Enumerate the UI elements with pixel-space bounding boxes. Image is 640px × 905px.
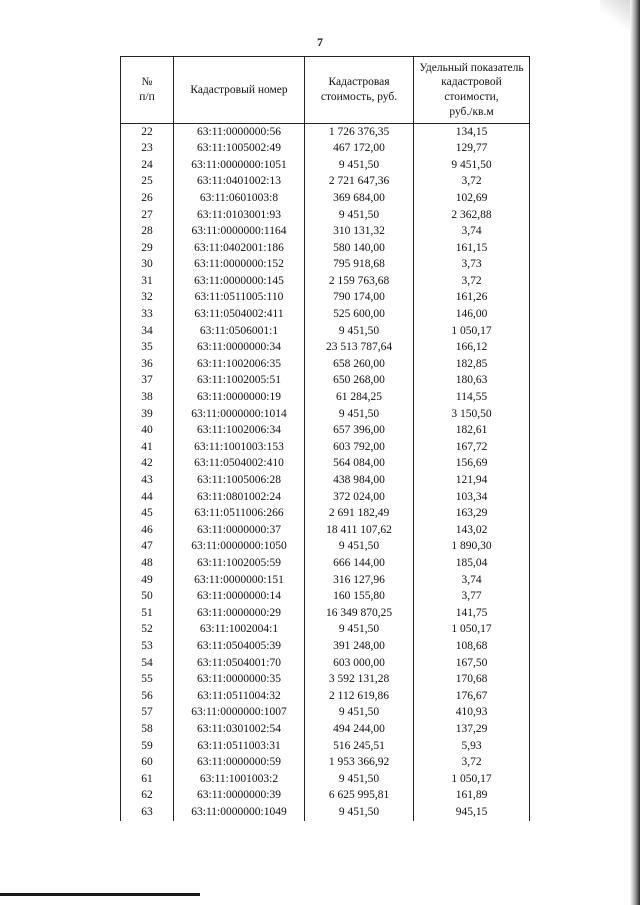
cadastral-value: 9 451,50 (305, 705, 414, 722)
cadastral-number: 63:11:0000000:35 (174, 672, 305, 689)
cadastral-value: 9 451,50 (305, 622, 414, 639)
cadastral-number: 63:11:0000000:1007 (174, 705, 305, 722)
cadastral-value: 61 284,25 (305, 390, 414, 407)
cadastral-value: 9 451,50 (305, 771, 414, 788)
row-number: 55 (121, 672, 174, 689)
cadastral-number: 63:11:0000000:1014 (174, 406, 305, 423)
row-number: 27 (121, 207, 174, 224)
cadastral-number: 63:11:1002005:59 (174, 555, 305, 572)
table-row (121, 638, 530, 655)
table-row (121, 157, 530, 174)
cadastral-number: 63:11:0000000:1049 (174, 804, 305, 821)
row-number: 58 (121, 721, 174, 738)
row-number: 29 (121, 240, 174, 257)
cadastral-value: 666 144,00 (305, 555, 414, 572)
cadastral-number: 63:11:1001003:2 (174, 771, 305, 788)
row-number: 48 (121, 555, 174, 572)
specific-value: 161,89 (414, 788, 530, 805)
cadastral-value: 580 140,00 (305, 240, 414, 257)
cadastral-value: 23 513 787,64 (305, 340, 414, 357)
cadastral-value: 372 024,00 (305, 489, 414, 506)
cadastral-value: 2 721 647,36 (305, 174, 414, 191)
table-row (121, 174, 530, 191)
table-row (121, 456, 530, 473)
cadastral-value: 603 792,00 (305, 439, 414, 456)
specific-value: 3,74 (414, 572, 530, 589)
row-number: 63 (121, 804, 174, 821)
cadastral-value: 9 451,50 (305, 157, 414, 174)
cadastral-number: 63:11:0511006:266 (174, 506, 305, 523)
row-number: 52 (121, 622, 174, 639)
specific-value: 3,73 (414, 257, 530, 274)
cadastral-number: 63:11:0000000:19 (174, 390, 305, 407)
cadastral-number: 63:11:0000000:56 (174, 124, 305, 141)
specific-value: 129,77 (414, 141, 530, 158)
table-row (121, 390, 530, 407)
specific-value: 166,12 (414, 340, 530, 357)
table-body (121, 124, 530, 821)
cadastral-value: 494 244,00 (305, 721, 414, 738)
cadastral-value: 9 451,50 (305, 406, 414, 423)
table-row (121, 589, 530, 606)
cadastral-number: 63:11:0511003:31 (174, 738, 305, 755)
table-row (121, 506, 530, 523)
row-number: 31 (121, 273, 174, 290)
row-number: 53 (121, 638, 174, 655)
specific-value: 167,72 (414, 439, 530, 456)
table-row (121, 124, 530, 141)
cadastral-value: 6 625 995,81 (305, 788, 414, 805)
row-number: 35 (121, 340, 174, 357)
specific-value: 9 451,50 (414, 157, 530, 174)
cadastral-number: 63:11:1001003:153 (174, 439, 305, 456)
table-row (121, 522, 530, 539)
specific-value: 3,72 (414, 273, 530, 290)
cadastral-value: 9 451,50 (305, 207, 414, 224)
specific-value: 2 362,88 (414, 207, 530, 224)
cadastral-number: 63:11:1005002:49 (174, 141, 305, 158)
cadastral-value: 525 600,00 (305, 307, 414, 324)
row-number: 38 (121, 390, 174, 407)
cadastral-value: 790 174,00 (305, 290, 414, 307)
cadastral-number: 63:11:0000000:152 (174, 257, 305, 274)
row-number: 54 (121, 655, 174, 672)
table-row (121, 240, 530, 257)
specific-value: 156,69 (414, 456, 530, 473)
cadastral-number: 63:11:0504001:70 (174, 655, 305, 672)
row-number: 23 (121, 141, 174, 158)
cadastral-number: 63:11:0601003:8 (174, 190, 305, 207)
row-number: 49 (121, 572, 174, 589)
cadastral-number: 63:11:0401002:13 (174, 174, 305, 191)
row-number: 33 (121, 307, 174, 324)
cadastral-value: 160 155,80 (305, 589, 414, 606)
cadastral-value: 603 000,00 (305, 655, 414, 672)
table-row (121, 605, 530, 622)
specific-value: 176,67 (414, 688, 530, 705)
specific-value: 945,15 (414, 804, 530, 821)
specific-value: 163,29 (414, 506, 530, 523)
row-number: 62 (121, 788, 174, 805)
cadastral-value: 3 592 131,28 (305, 672, 414, 689)
table-row (121, 307, 530, 324)
specific-value: 3,74 (414, 224, 530, 241)
cadastral-value: 316 127,96 (305, 572, 414, 589)
table-row (121, 257, 530, 274)
row-number: 26 (121, 190, 174, 207)
table-row (121, 439, 530, 456)
cadastral-value: 18 411 107,62 (305, 522, 414, 539)
cadastral-number: 63:11:0511004:32 (174, 688, 305, 705)
cadastral-value: 650 268,00 (305, 373, 414, 390)
specific-value: 1 050,17 (414, 622, 530, 639)
cadastral-value: 9 451,50 (305, 323, 414, 340)
specific-value: 121,94 (414, 472, 530, 489)
row-number: 41 (121, 439, 174, 456)
specific-value: 143,02 (414, 522, 530, 539)
header-cadastral-number: Кадастровый номер (174, 57, 305, 124)
table-row (121, 804, 530, 821)
specific-value: 146,00 (414, 307, 530, 324)
row-number: 61 (121, 771, 174, 788)
table-row (121, 622, 530, 639)
table-row (121, 572, 530, 589)
row-number: 51 (121, 605, 174, 622)
cadastral-number: 63:11:0000000:1050 (174, 539, 305, 556)
table-row (121, 273, 530, 290)
cadastral-number: 63:11:0504005:39 (174, 638, 305, 655)
table-row (121, 688, 530, 705)
specific-value: 167,50 (414, 655, 530, 672)
row-number: 34 (121, 323, 174, 340)
specific-value: 134,15 (414, 124, 530, 141)
cadastral-value: 516 245,51 (305, 738, 414, 755)
page-number: 7 (317, 35, 323, 49)
cadastral-value: 1 953 366,92 (305, 755, 414, 772)
row-number: 37 (121, 373, 174, 390)
specific-value: 182,61 (414, 423, 530, 440)
cadastral-number: 63:11:0506001:1 (174, 323, 305, 340)
cadastral-value: 658 260,00 (305, 356, 414, 373)
specific-value: 1 050,17 (414, 771, 530, 788)
table-row (121, 141, 530, 158)
table-row (121, 788, 530, 805)
table-row (121, 472, 530, 489)
cadastral-number: 63:11:1002004:1 (174, 622, 305, 639)
footer-rule (0, 893, 200, 896)
cadastral-value: 391 248,00 (305, 638, 414, 655)
specific-value: 3 150,50 (414, 406, 530, 423)
cadastral-value: 369 684,00 (305, 190, 414, 207)
row-number: 40 (121, 423, 174, 440)
specific-value: 170,68 (414, 672, 530, 689)
table-row (121, 721, 530, 738)
table-row (121, 423, 530, 440)
header-number: № п/п (121, 57, 174, 124)
cadastral-number: 63:11:0000000:34 (174, 340, 305, 357)
row-number: 36 (121, 356, 174, 373)
row-number: 32 (121, 290, 174, 307)
cadastral-number: 63:11:0000000:1164 (174, 224, 305, 241)
specific-value: 5,93 (414, 738, 530, 755)
table-row (121, 705, 530, 722)
cadastral-value: 16 349 870,25 (305, 605, 414, 622)
cadastral-number: 63:11:1005006:28 (174, 472, 305, 489)
specific-value: 103,34 (414, 489, 530, 506)
row-number: 47 (121, 539, 174, 556)
cadastral-value: 438 984,00 (305, 472, 414, 489)
specific-value: 3,77 (414, 589, 530, 606)
table-row (121, 290, 530, 307)
cadastral-number: 63:11:0000000:145 (174, 273, 305, 290)
row-number: 39 (121, 406, 174, 423)
cadastral-value: 2 159 763,68 (305, 273, 414, 290)
header-cadastral-value: Кадастровая стоимость, руб. (305, 57, 414, 124)
specific-value: 1 890,30 (414, 539, 530, 556)
table-header (121, 57, 530, 124)
cadastral-number: 63:11:0000000:151 (174, 572, 305, 589)
row-number: 43 (121, 472, 174, 489)
specific-value: 180,63 (414, 373, 530, 390)
table-row (121, 406, 530, 423)
cadastral-number: 63:11:0000000:1051 (174, 157, 305, 174)
cadastral-number: 63:11:0504002:411 (174, 307, 305, 324)
cadastral-number: 63:11:0801002:24 (174, 489, 305, 506)
table-row (121, 323, 530, 340)
specific-value: 137,29 (414, 721, 530, 738)
cadastral-number: 63:11:0301002:54 (174, 721, 305, 738)
cadastral-value: 9 451,50 (305, 539, 414, 556)
row-number: 42 (121, 456, 174, 473)
row-number: 59 (121, 738, 174, 755)
cadastral-number: 63:11:0000000:37 (174, 522, 305, 539)
row-number: 44 (121, 489, 174, 506)
specific-value: 161,26 (414, 290, 530, 307)
table-row (121, 489, 530, 506)
cadastral-number: 63:11:0402001:186 (174, 240, 305, 257)
cadastral-value: 310 131,32 (305, 224, 414, 241)
row-number: 46 (121, 522, 174, 539)
header-specific-value: Удельный показатель кадастровой стоимости, руб./кв.м (414, 57, 530, 124)
cadastral-number: 63:11:1002005:51 (174, 373, 305, 390)
cadastral-number: 63:11:0504002:410 (174, 456, 305, 473)
cadastral-value: 9 451,50 (305, 804, 414, 821)
cadastral-number: 63:11:0511005:110 (174, 290, 305, 307)
table-row (121, 738, 530, 755)
cadastral-table (120, 56, 530, 821)
table-row (121, 555, 530, 572)
row-number: 25 (121, 174, 174, 191)
row-number: 50 (121, 589, 174, 606)
table-row (121, 655, 530, 672)
cadastral-number: 63:11:0000000:59 (174, 755, 305, 772)
cadastral-number: 63:11:0103001:93 (174, 207, 305, 224)
row-number: 30 (121, 257, 174, 274)
cadastral-value: 1 726 376,35 (305, 124, 414, 141)
cadastral-number: 63:11:0000000:14 (174, 589, 305, 606)
table-row (121, 373, 530, 390)
row-number: 28 (121, 224, 174, 241)
cadastral-number: 63:11:1002006:35 (174, 356, 305, 373)
specific-value: 3,72 (414, 174, 530, 191)
table-row (121, 539, 530, 556)
table-row (121, 755, 530, 772)
scan-shadow-edge (630, 0, 640, 905)
row-number: 60 (121, 755, 174, 772)
cadastral-number: 63:11:1002006:34 (174, 423, 305, 440)
specific-value: 141,75 (414, 605, 530, 622)
specific-value: 102,69 (414, 190, 530, 207)
specific-value: 410,93 (414, 705, 530, 722)
specific-value: 108,68 (414, 638, 530, 655)
table-row (121, 340, 530, 357)
cadastral-value: 467 172,00 (305, 141, 414, 158)
cadastral-value: 2 112 619,86 (305, 688, 414, 705)
specific-value: 185,04 (414, 555, 530, 572)
specific-value: 114,55 (414, 390, 530, 407)
cadastral-number: 63:11:0000000:39 (174, 788, 305, 805)
specific-value: 1 050,17 (414, 323, 530, 340)
table-row (121, 224, 530, 241)
cadastral-value: 657 396,00 (305, 423, 414, 440)
table-row (121, 672, 530, 689)
specific-value: 182,85 (414, 356, 530, 373)
row-number: 45 (121, 506, 174, 523)
specific-value: 3,72 (414, 755, 530, 772)
cadastral-number: 63:11:0000000:29 (174, 605, 305, 622)
table-row (121, 190, 530, 207)
cadastral-value: 795 918,68 (305, 257, 414, 274)
specific-value: 161,15 (414, 240, 530, 257)
row-number: 57 (121, 705, 174, 722)
header-row (121, 57, 530, 124)
row-number: 22 (121, 124, 174, 141)
cadastral-value: 564 084,00 (305, 456, 414, 473)
row-number: 24 (121, 157, 174, 174)
row-number: 56 (121, 688, 174, 705)
cadastral-value: 2 691 182,49 (305, 506, 414, 523)
table-row (121, 207, 530, 224)
table-row (121, 771, 530, 788)
table-row (121, 356, 530, 373)
